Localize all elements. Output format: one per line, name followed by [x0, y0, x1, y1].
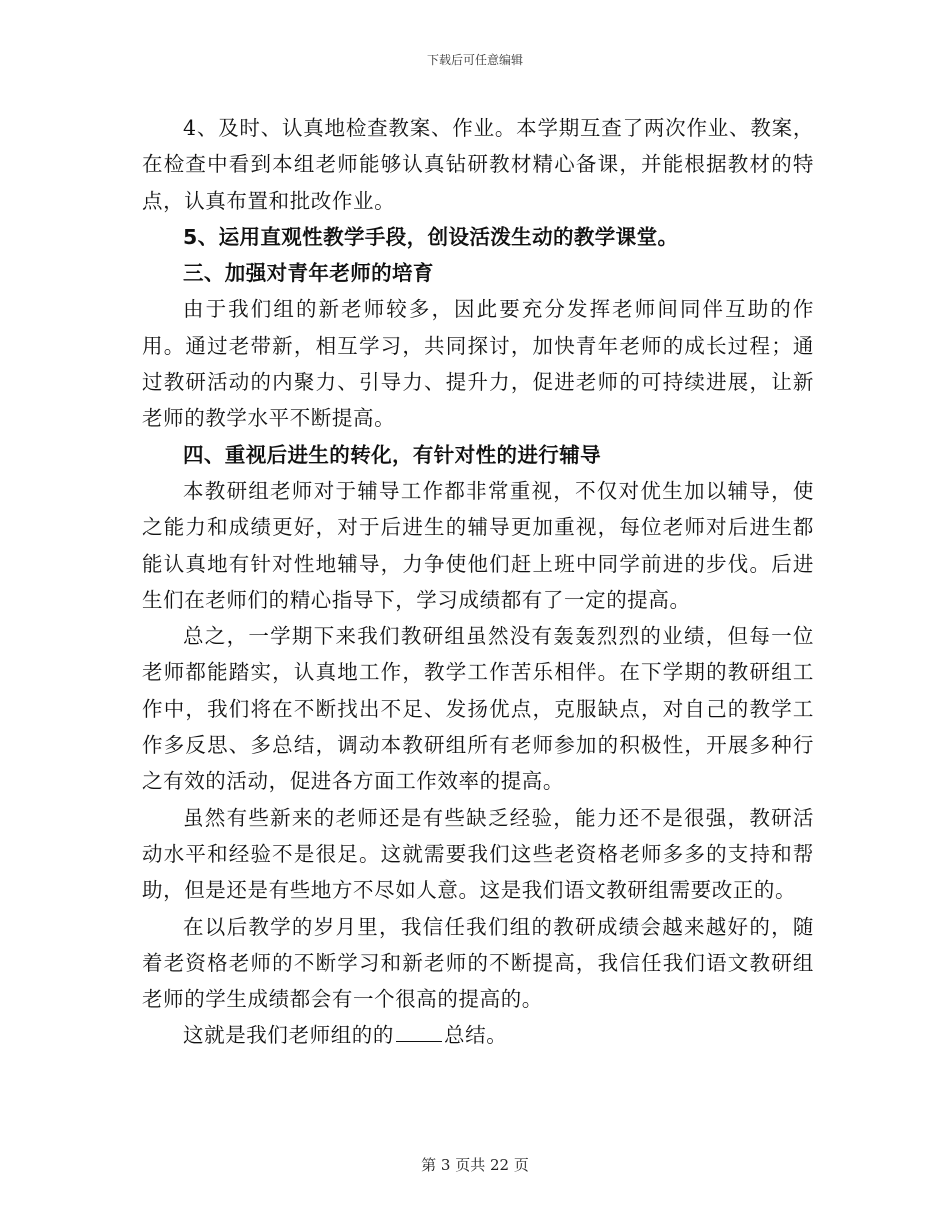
heading-young-teacher-training: 三、加强对青年老师的培育 [183, 261, 434, 286]
heading-struggling-students: 四、重视后进生的转化，有针对性的进行辅导 [183, 442, 601, 467]
page-header: 下载后可任意编辑 [426, 53, 523, 67]
paragraph-young-teachers: 由于我们组的新老师较多，因此要充分发挥老师间同伴互助的作用。通过老带新，相互学习，共同探讨，加快青年老师的成长过程；通过教研活动的内聚力、引导力、提升力，促进老师的可持续进展，让新老师的教学水平不断提高。 [142, 297, 814, 431]
document-body [142, 110, 814, 1054]
paragraph-shortcomings: 虽然有些新来的老师还是有些缺乏经验，能力还不是很强，教研活动水平和经验不是很足。这就需要我们这些老资格老师多多的支持和帮助，但是还是有些地方不尽如人意。这是我们语文教研组需要改正的。 [142, 805, 814, 903]
paragraph-tutoring: 本教研组老师对于辅导工作都非常重视，不仅对优生加以辅导，使之能力和成绩更好，对于后进生的辅导更加重视，每位老师对后进生都能认真地有针对性地辅导，力争使他们赶上班中同学前进的步伐。后进生们在老师们的精心指导下，学习成绩都有了一定的提高。 [142, 478, 814, 612]
fill-in-blank [396, 1023, 442, 1042]
page-number: 第 3 页共 22 页 [421, 1156, 529, 1174]
paragraph-summary: 总之，一学期下来我们教研组虽然没有轰轰烈烈的业绩，但每一位老师都能踏实，认真地工作，教学工作苦乐相伴。在下学期的教研组工作中，我们将在不断找出不足、发扬优点，克服缺点，对自己的教学工作多反思、多总结，调动本教研组所有老师参加的积极性，开展多种行之有效的活动，促进各方面工作效率的提高。 [142, 624, 814, 794]
closing-text-start: 这就是我们老师组的的 [183, 1023, 394, 1048]
paragraph-check-lesson-plans: 4、及时、认真地检查教案、作业。本学期互查了两次作业、教案，在检查中看到本组老师能够认真钻研教材精心备课，并能根据教材的特点，认真布置和批改作业。 [142, 116, 814, 213]
paragraph-closing [142, 1017, 814, 1053]
heading-visual-teaching: 5、运用直观性教学手段，创设活泼生动的教学课堂。 [183, 224, 679, 249]
paragraph-future-outlook: 在以后教学的岁月里，我信任我们组的教研成绩会越来越好的，随着老资格老师的不断学习和新老师的不断提高，我信任我们语文教研组老师的学生成绩都会有一个很高的提高的。 [142, 914, 814, 1012]
closing-text-end: 总结。 [444, 1023, 508, 1048]
